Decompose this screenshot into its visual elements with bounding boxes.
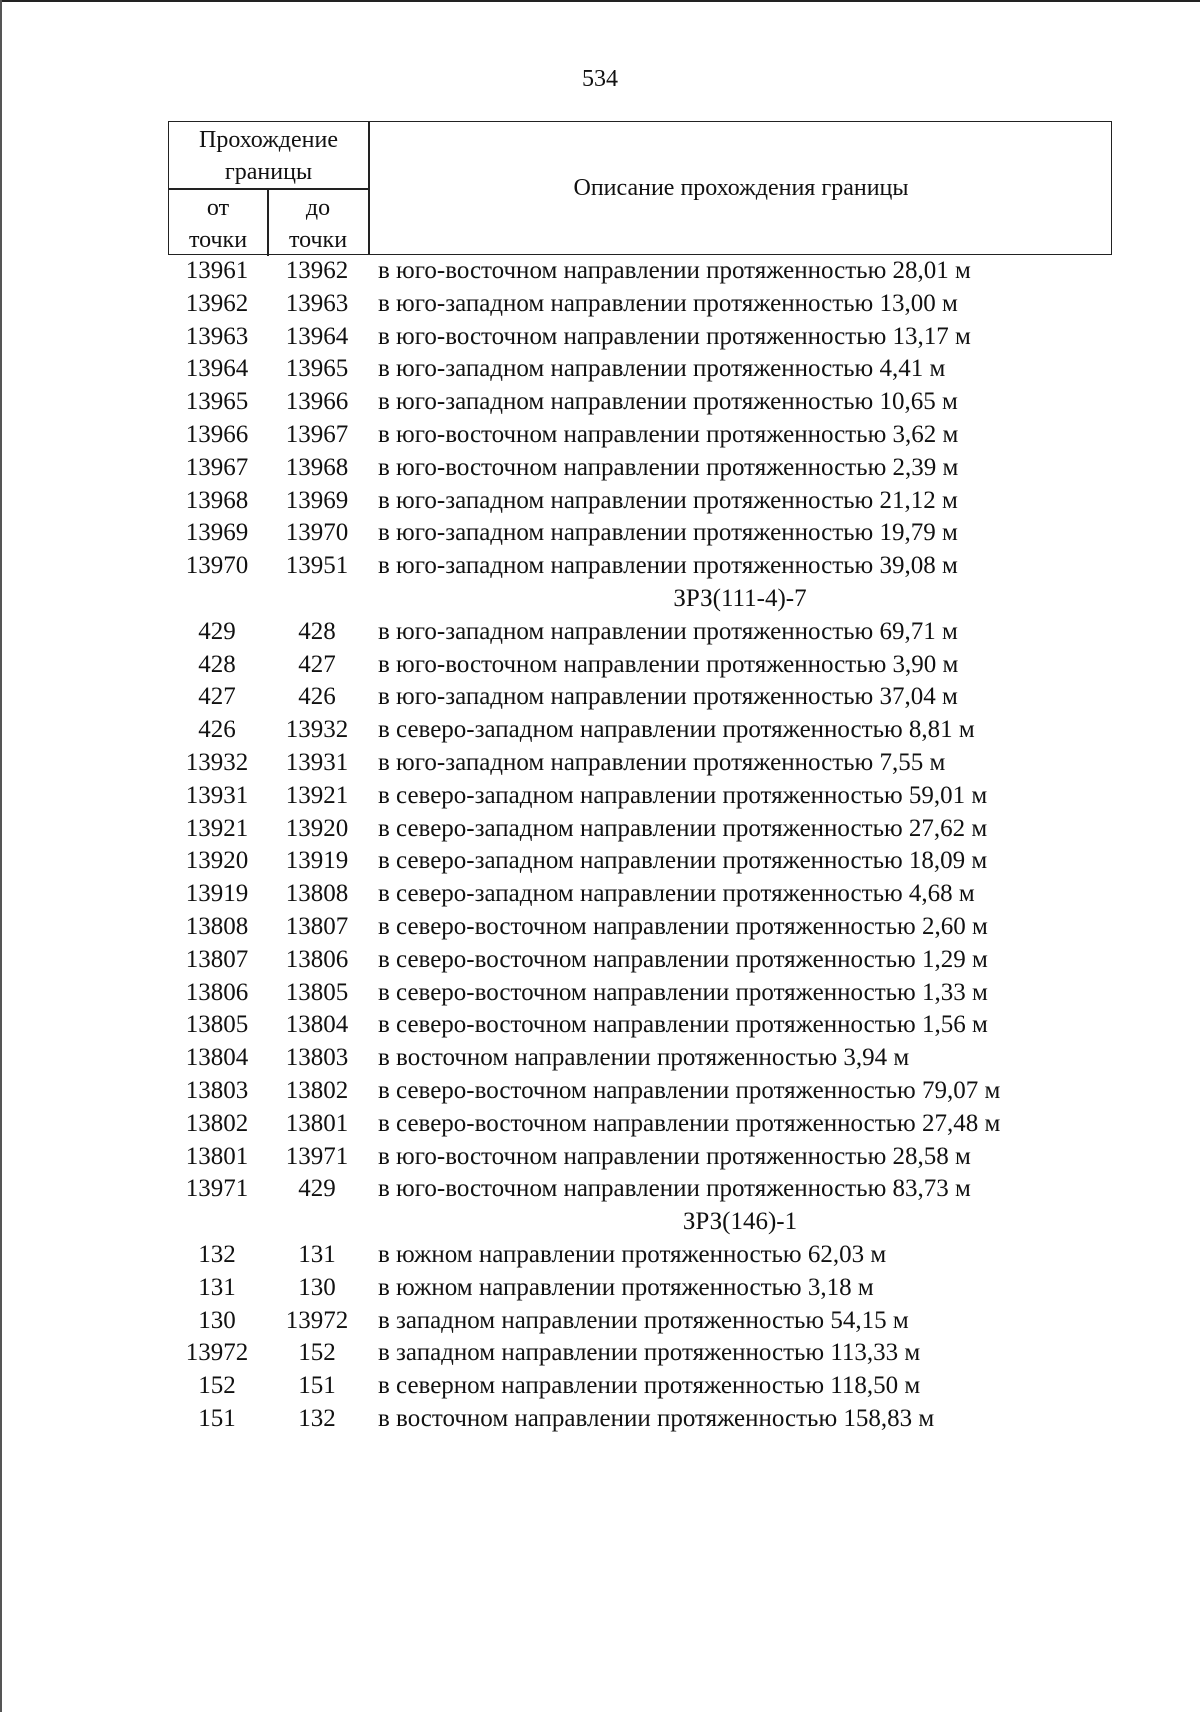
from-point: 132	[198, 1240, 236, 1268]
table-row	[168, 1239, 1112, 1272]
table-row	[168, 452, 1112, 485]
boundary-description: в северо-западном направлении протяженностью 59,01 м	[378, 781, 988, 809]
to-point: 13966	[285, 388, 349, 416]
boundary-description: в юго-восточном направлении протяженностью 13,17 м	[378, 322, 971, 350]
header-group-line2: границы	[224, 159, 313, 185]
header-from-line1: от	[206, 195, 230, 221]
scan-edge-top	[0, 0, 1200, 2]
boundary-description: в юго-восточном направлении протяженностью 3,90 м	[378, 650, 959, 678]
boundary-description: в юго-восточном направлении протяженностью 28,58 м	[378, 1142, 971, 1170]
to-point: 429	[298, 1175, 336, 1203]
from-point: 13965	[185, 388, 249, 416]
table-row	[168, 911, 1112, 944]
from-point: 13801	[185, 1142, 249, 1170]
to-point: 13806	[285, 945, 349, 973]
from-point: 13968	[185, 486, 249, 514]
from-point: 13967	[185, 453, 249, 481]
boundary-description: в северо-восточном направлении протяженностью 1,56 м	[378, 1011, 988, 1039]
page-number: 534	[582, 66, 618, 92]
boundary-description: в юго-западном направлении протяженностью 13,00 м	[378, 289, 958, 317]
header-group-label	[169, 124, 368, 188]
from-point: 13808	[185, 912, 249, 940]
header-divider-horizontal	[169, 188, 368, 190]
to-point: 13807	[285, 912, 349, 940]
from-point: 13971	[185, 1175, 249, 1203]
boundary-description: в северо-западном направлении протяженностью 8,81 м	[378, 716, 975, 744]
boundary-description: в юго-западном направлении протяженностью 7,55 м	[378, 748, 946, 776]
boundary-description: в северо-западном направлении протяженностью 27,62 м	[378, 814, 988, 842]
boundary-description: в юго-восточном направлении протяженностью 83,73 м	[378, 1175, 971, 1203]
boundary-description: в юго-восточном направлении протяженностью 2,39 м	[378, 453, 959, 481]
table-row	[168, 1370, 1112, 1403]
to-point: 151	[298, 1372, 336, 1400]
boundary-description: в северо-западном направлении протяженностью 18,09 м	[378, 847, 988, 875]
to-point: 13968	[285, 453, 349, 481]
boundary-description: в северо-восточном направлении протяженностью 1,29 м	[378, 945, 988, 973]
table-row	[168, 288, 1112, 321]
section-title: ЗРЗ(146)-1	[682, 1208, 798, 1236]
boundary-description: в северо-восточном направлении протяженностью 27,48 м	[378, 1109, 1001, 1137]
table-row	[168, 845, 1112, 878]
boundary-description: в северо-западном направлении протяженностью 4,68 м	[378, 880, 975, 908]
boundary-description: в восточном направлении протяженностью 3,94 м	[378, 1044, 910, 1072]
to-point: 426	[298, 683, 336, 711]
from-point: 13932	[185, 748, 249, 776]
scan-edge-left	[0, 0, 2, 1712]
from-point: 13931	[185, 781, 249, 809]
from-point: 13962	[185, 289, 249, 317]
table-row	[168, 1305, 1112, 1338]
table-row	[168, 419, 1112, 452]
table-row	[168, 550, 1112, 583]
to-point: 13969	[285, 486, 349, 514]
from-point: 428	[198, 650, 236, 678]
header-to-line1: до	[305, 195, 331, 221]
to-point: 13931	[285, 748, 349, 776]
boundary-description: в северо-восточном направлении протяженностью 79,07 м	[378, 1076, 1001, 1104]
table-row	[168, 485, 1112, 518]
from-point: 13970	[185, 552, 249, 580]
to-point: 428	[298, 617, 336, 645]
table-row	[168, 714, 1112, 747]
boundary-description: в западном направлении протяженностью 113,33 м	[378, 1339, 921, 1367]
to-point: 13919	[285, 847, 349, 875]
table-row	[168, 1337, 1112, 1370]
boundary-description: в западном направлении протяженностью 54,15 м	[378, 1306, 909, 1334]
to-point: 13964	[285, 322, 349, 350]
from-point: 151	[198, 1404, 236, 1432]
table-row	[168, 1075, 1112, 1108]
to-point: 130	[298, 1273, 336, 1301]
header-group-line1: Прохождение	[198, 127, 338, 153]
table-row	[168, 386, 1112, 419]
from-point: 13805	[185, 1011, 249, 1039]
header-description-label: Описание прохождения границы	[573, 175, 909, 201]
from-point: 152	[198, 1372, 236, 1400]
boundary-description: в юго-восточном направлении протяженностью 3,62 м	[378, 420, 959, 448]
to-point: 13805	[285, 978, 349, 1006]
to-point: 13951	[285, 552, 349, 580]
to-point: 13802	[285, 1076, 349, 1104]
table-row	[168, 878, 1112, 911]
table-row	[168, 1108, 1112, 1141]
section-title: ЗРЗ(111-4)-7	[673, 584, 807, 612]
header-to-label	[268, 192, 368, 256]
from-point: 130	[198, 1306, 236, 1334]
to-point: 13963	[285, 289, 349, 317]
boundary-description: в юго-западном направлении протяженностью 69,71 м	[378, 617, 958, 645]
to-point: 13967	[285, 420, 349, 448]
from-point: 13804	[185, 1044, 249, 1072]
table-row	[168, 1009, 1112, 1042]
table-row	[168, 616, 1112, 649]
to-point: 13970	[285, 519, 349, 547]
boundary-description: в юго-западном направлении протяженностью 4,41 м	[378, 355, 946, 383]
from-point: 13969	[185, 519, 249, 547]
table-row	[168, 649, 1112, 682]
boundary-description: в юго-западном направлении протяженностью 39,08 м	[378, 552, 958, 580]
to-point: 13801	[285, 1109, 349, 1137]
table-row	[168, 353, 1112, 386]
table-row	[168, 1403, 1112, 1436]
table-header	[168, 121, 1112, 255]
from-point: 13919	[185, 880, 249, 908]
to-point: 13962	[285, 257, 349, 284]
to-point: 13804	[285, 1011, 349, 1039]
table-row	[168, 321, 1112, 354]
to-point: 13972	[285, 1306, 349, 1334]
header-from-line2: точки	[188, 227, 248, 253]
table-row	[168, 1141, 1112, 1174]
from-point: 426	[198, 716, 236, 744]
header-to-line2: точки	[288, 227, 348, 253]
boundary-description: в южном направлении протяженностью 3,18 м	[378, 1273, 874, 1301]
table-row	[168, 944, 1112, 977]
to-point: 13803	[285, 1044, 349, 1072]
from-point: 131	[198, 1273, 236, 1301]
boundary-description: в юго-западном направлении протяженностью 10,65 м	[378, 388, 958, 416]
from-point: 13806	[185, 978, 249, 1006]
table-body	[168, 255, 1112, 1436]
table-row	[168, 813, 1112, 846]
from-point: 13966	[185, 420, 249, 448]
boundary-description: в северном направлении протяженностью 118,50 м	[378, 1372, 921, 1400]
table-row	[168, 1173, 1112, 1206]
header-from-label	[169, 192, 267, 256]
boundary-description: в восточном направлении протяженностью 158,83 м	[378, 1404, 935, 1432]
table-row	[168, 780, 1112, 813]
to-point: 13920	[285, 814, 349, 842]
table-row	[168, 1272, 1112, 1305]
boundary-description: в юго-западном направлении протяженностью 21,12 м	[378, 486, 958, 514]
to-point: 13971	[285, 1142, 349, 1170]
to-point: 132	[298, 1404, 336, 1432]
to-point: 152	[298, 1339, 336, 1367]
to-point: 13932	[285, 716, 349, 744]
to-point: 131	[298, 1240, 336, 1268]
to-point: 427	[298, 650, 336, 678]
from-point: 13920	[185, 847, 249, 875]
boundary-description: в юго-западном направлении протяженностью 19,79 м	[378, 519, 958, 547]
from-point: 13964	[185, 355, 249, 383]
from-point: 13802	[185, 1109, 249, 1137]
table-row	[168, 255, 1112, 288]
boundary-description: в юго-западном направлении протяженностью 37,04 м	[378, 683, 958, 711]
boundary-description: в северо-восточном направлении протяженностью 1,33 м	[378, 978, 988, 1006]
boundary-description: в южном направлении протяженностью 62,03 м	[378, 1240, 887, 1268]
from-point: 13921	[185, 814, 249, 842]
table-row	[168, 517, 1112, 550]
from-point: 13807	[185, 945, 249, 973]
from-point: 13961	[185, 257, 249, 284]
from-point: 13963	[185, 322, 249, 350]
boundary-description: в юго-восточном направлении протяженностью 28,01 м	[378, 257, 971, 284]
table-row	[168, 681, 1112, 714]
from-point: 429	[198, 617, 236, 645]
from-point: 427	[198, 683, 236, 711]
from-point: 13803	[185, 1076, 249, 1104]
from-point: 13972	[185, 1339, 249, 1367]
table-row	[168, 977, 1112, 1010]
table-row	[168, 1042, 1112, 1075]
to-point: 13808	[285, 880, 349, 908]
boundary-description: в северо-восточном направлении протяженностью 2,60 м	[378, 912, 988, 940]
table-row	[168, 747, 1112, 780]
to-point: 13921	[285, 781, 349, 809]
to-point: 13965	[285, 355, 349, 383]
